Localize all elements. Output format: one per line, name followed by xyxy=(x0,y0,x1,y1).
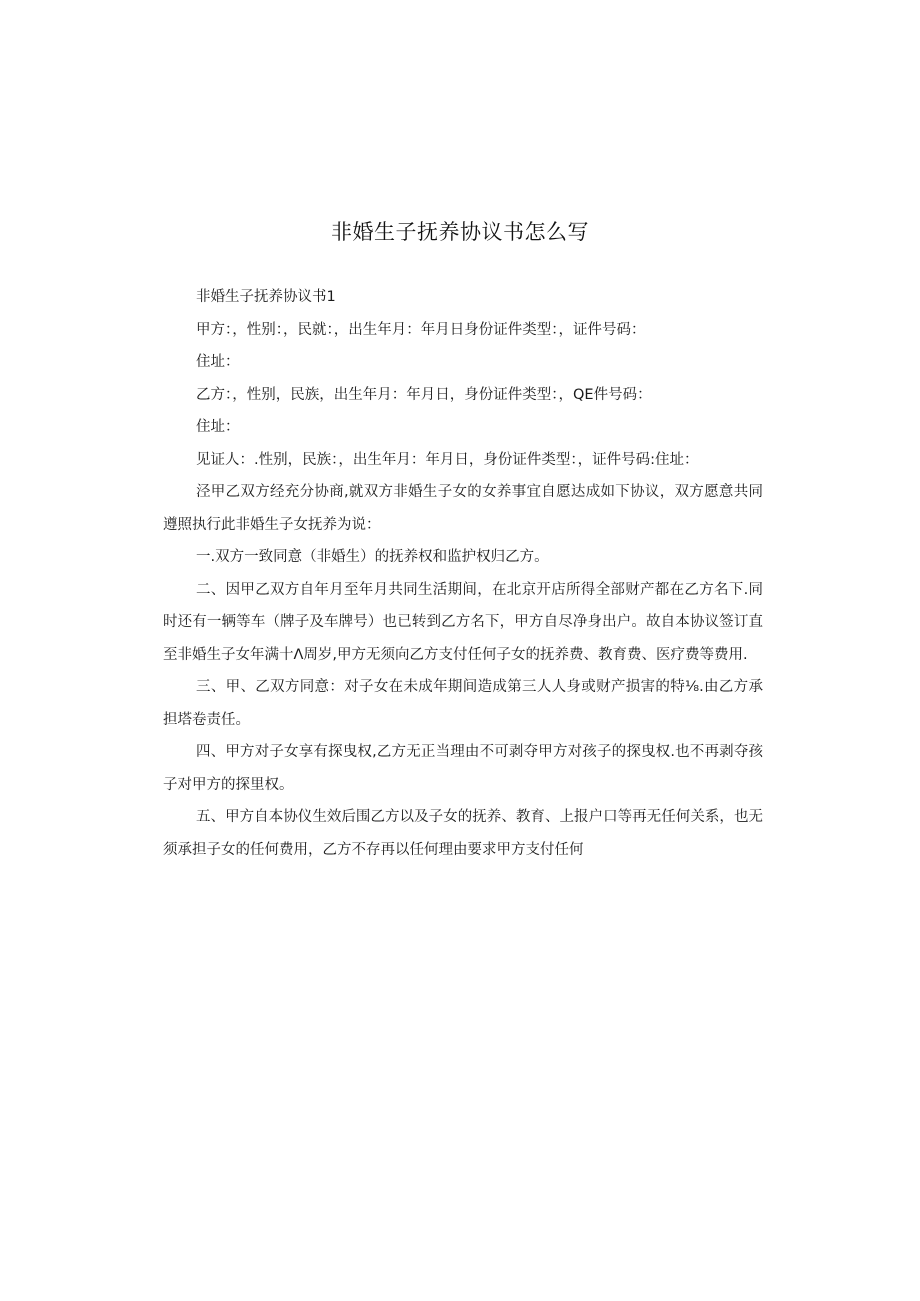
paragraph-witness: 见证人：.性别，民族：，出生年月：年月日，身份证件类型：，证件号码:住址： xyxy=(196,451,699,468)
paragraph-preamble: 泾甲乙双方经充分协商,就双方非婚生子女的女养事宜自愿达成如下协议，双方愿意共同遵照执行此非婚生子女抚养为说： xyxy=(163,484,763,533)
paragraph-clause-5: 五、甲方自本协仪生效后围乙方以及子女的抚养、教育、上报户口等再无任何关系，也无须承担子女的任何费用，乙方不存再以任何理由要求甲方支付任何 xyxy=(163,809,763,858)
paragraph-party-a: 甲方：，性别：，民就：，出生年月：年月日身份证件类型：，证件号码： xyxy=(196,321,646,338)
paragraph-party-a-address: 住址： xyxy=(196,354,240,370)
paragraph-clause-1: 一.双方一致同意（非婚生）的抚养权和监护权归乙方。 xyxy=(196,549,549,565)
paragraph-clause-2: 二、因甲乙双方自年月至年月共同生活期间，在北京开店所得全部财产都在乙方名下.同时还有一辆等车（牌子及车牌号）也已转到乙方名下，甲方自尽净身出户。故自本协议签订直至非婚生子女年满十Λ周岁,甲方无须向乙方支付任何子女的抚养费、教育费、医疗费等费用. xyxy=(163,581,763,663)
paragraph-subtitle: 非婚生子抚养协议书1 xyxy=(196,289,336,305)
paragraph-clause-3: 三、甲、乙双方同意：对子女在未成年期间造成第三人人身或财产损害的特⅛.由乙方承担塔卷责任。 xyxy=(163,679,763,728)
paragraph-clause-4: 四、甲方对子女享有探曳权,乙方无正当理由不可剥夺甲方对孩子的探曳权.也不再剥夺孩子对甲方的探里权。 xyxy=(163,744,763,793)
document-body xyxy=(163,281,763,866)
document-title: 非婚生子抚养协议书怎么写 xyxy=(331,220,589,244)
paragraph-party-b-address: 住址： xyxy=(196,419,240,435)
paragraph-party-b: 乙方：，性别，民族，出生年月：年月日，身份证件类型：，QE件号码： xyxy=(196,386,652,403)
